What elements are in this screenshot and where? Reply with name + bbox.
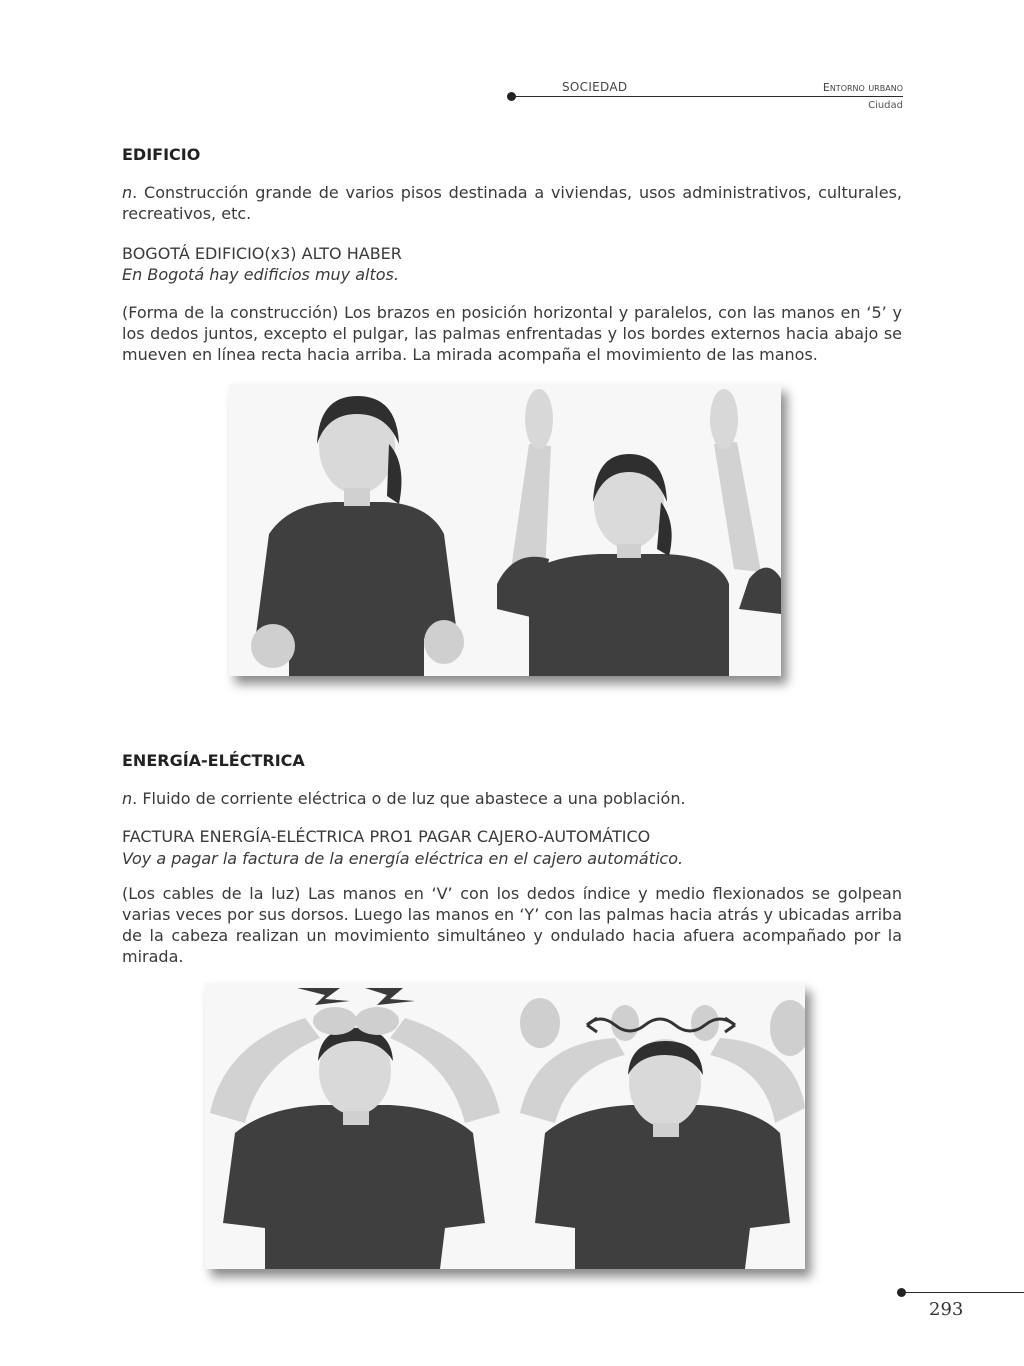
definition-prefix: n	[122, 183, 133, 202]
entry-gloss: BOGOTÁ EDIFICIO(x3) ALTO HABER	[122, 244, 402, 263]
entry-translation: Voy a pagar la factura de la energía eléctrica en el cajero automático.	[122, 849, 684, 868]
entry-title: EDIFICIO	[122, 145, 201, 164]
entry-definition	[122, 788, 902, 809]
header-subsection: Entorno urbano	[822, 81, 903, 94]
entry-definition	[122, 182, 902, 224]
definition-text: . Fluido de corriente eléctrica o de luz que abastece a una población.	[132, 789, 686, 808]
header-rule	[512, 96, 903, 97]
definition-prefix: n	[122, 789, 133, 808]
header-topic: Ciudad	[868, 100, 903, 111]
entry-description: (Forma de la construcción) Los brazos en posición horizontal y paralelos, con las manos en ‘5’ y los dedos juntos, excepto el pulgar, las palmas enfrentadas y los bordes externos hacia abajo se mueven en línea recta hacia arriba. La mirada acompaña el movimiento de las manos.	[122, 303, 902, 364]
definition-text: . Construcción grande de varios pisos destinada a viviendas, usos administrativos, culturales, recreativos, etc.	[122, 183, 902, 223]
entry-gloss: FACTURA ENERGÍA-ELÉCTRICA PRO1 PAGAR CAJERO-AUTOMÁTICO	[122, 827, 651, 846]
sign-photo-edificio	[229, 384, 781, 676]
entry-translation: En Bogotá hay edificios muy altos.	[122, 265, 399, 284]
footer-rule	[902, 1292, 1024, 1293]
page-number: 293	[929, 1299, 964, 1320]
entry-title: ENERGÍA-ELÉCTRICA	[122, 751, 305, 770]
sign-photo-energia-electrica	[205, 983, 805, 1269]
header-section: SOCIEDAD	[562, 80, 628, 94]
entry-description: (Los cables de la luz) Las manos en ‘V’ con los dedos índice y medio flexionados se golpean varias veces por sus dorsos. Luego las manos en ‘Y’ con las palmas hacia atrás y ubicadas arriba de la cabeza realizan un movimiento simultáneo y ondulado hacia afuera acompañado por la mirada.	[122, 884, 902, 966]
